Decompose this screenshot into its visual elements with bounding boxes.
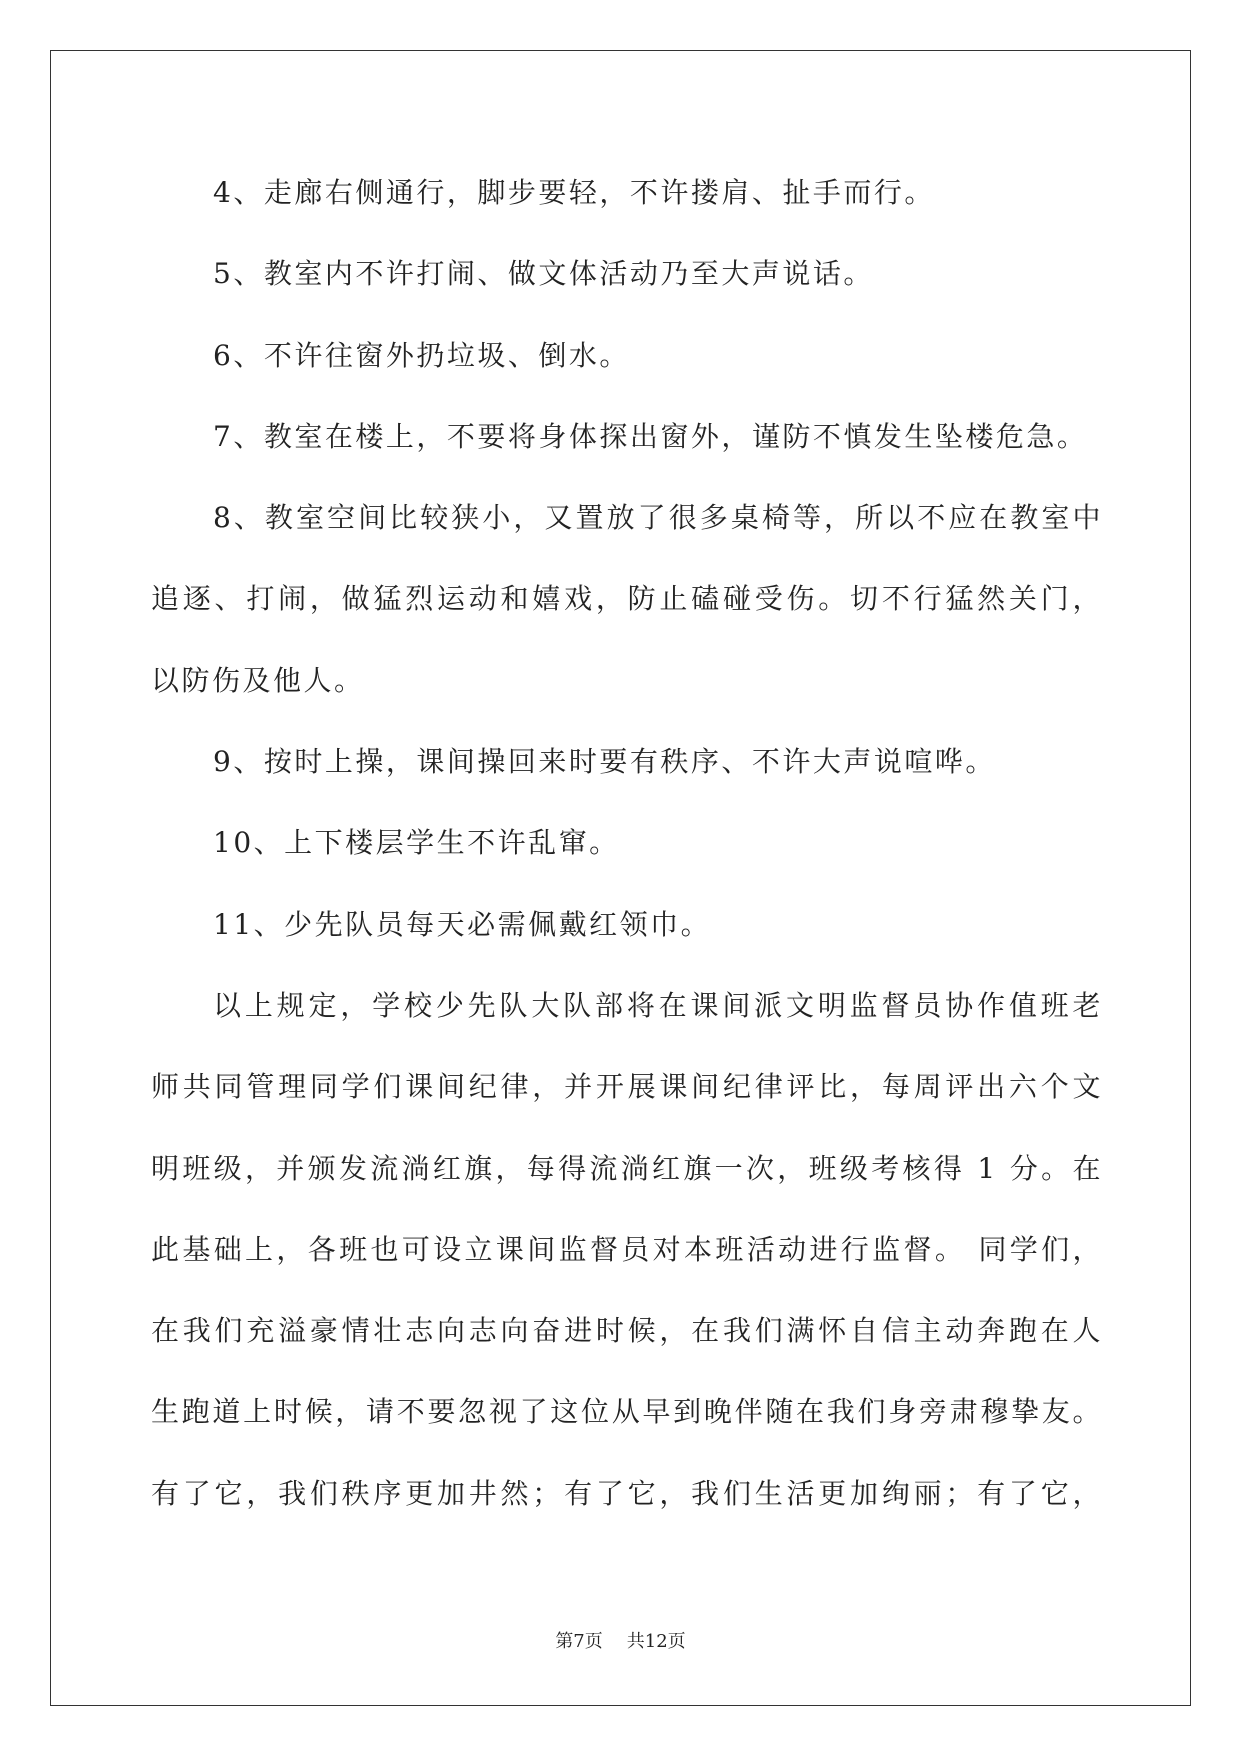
- text-line: 以上规定，学校少先队大队部将在课间派文明监督员协作值班老: [213, 988, 1103, 1022]
- paragraph-rule-8: [151, 477, 1103, 721]
- text-line: 5、教室内不许打闹、做文体活动乃至大声说话。: [213, 257, 874, 291]
- text-line: 9、按时上操，课间操回来时要有秩序、不许大声说喧哗。: [213, 745, 996, 779]
- document-body: [151, 152, 1103, 1534]
- text-line: 7、教室在楼上，不要将身体探出窗外，谨防不慎发生坠楼危急。: [213, 419, 1088, 453]
- text-line: 以防伤及他人。: [151, 663, 365, 697]
- text-line: 追逐、打闹，做猛烈运动和嬉戏，防止磕碰受伤。切不行猛然关门，: [151, 582, 1103, 616]
- paragraph-rule-11: [151, 884, 1103, 965]
- text-line: 此基础上，各班也可设立课间监督员对本班活动进行监督。 同学们，: [151, 1232, 1103, 1266]
- text-line: 10、上下楼层学生不许乱窜。: [213, 826, 620, 860]
- text-line: 明班级，并颁发流淌红旗，每得流淌红旗一次，班级考核得 1 分。在: [151, 1151, 1103, 1185]
- text-line: 有了它，我们秩序更加井然；有了它，我们生活更加绚丽；有了它，: [151, 1476, 1103, 1510]
- paragraph-rule-7: [151, 396, 1103, 477]
- page-number: 第7页: [555, 1631, 603, 1652]
- text-line: 生跑道上时候，请不要忽视了这位从早到晚伴随在我们身旁肃穆挚友。: [151, 1395, 1103, 1429]
- paragraph-rule-10: [151, 802, 1103, 883]
- page-footer: [0, 1628, 1241, 1656]
- text-line: 6、不许往窗外扔垃圾、倒水。: [213, 338, 630, 372]
- page-total: 共12页: [626, 1631, 686, 1652]
- text-line: 11、少先队员每天必需佩戴红领巾。: [213, 907, 712, 941]
- paragraph-rule-6: [151, 315, 1103, 396]
- paragraph-rule-5: [151, 233, 1103, 314]
- text-line: 在我们充溢豪情壮志向志向奋进时候，在我们满怀自信主动奔跑在人: [151, 1314, 1103, 1348]
- text-line: 8、教室空间比较狭小，又置放了很多桌椅等，所以不应在教室中: [213, 501, 1103, 535]
- paragraph-rule-4: [151, 152, 1103, 233]
- text-line: 4、走廊右侧通行，脚步要轻，不许搂肩、扯手而行。: [213, 176, 935, 209]
- paragraph-rule-9: [151, 721, 1103, 802]
- text-line: 师共同管理同学们课间纪律，并开展课间纪律评比，每周评出六个文: [151, 1070, 1103, 1104]
- paragraph-summary: [151, 965, 1103, 1534]
